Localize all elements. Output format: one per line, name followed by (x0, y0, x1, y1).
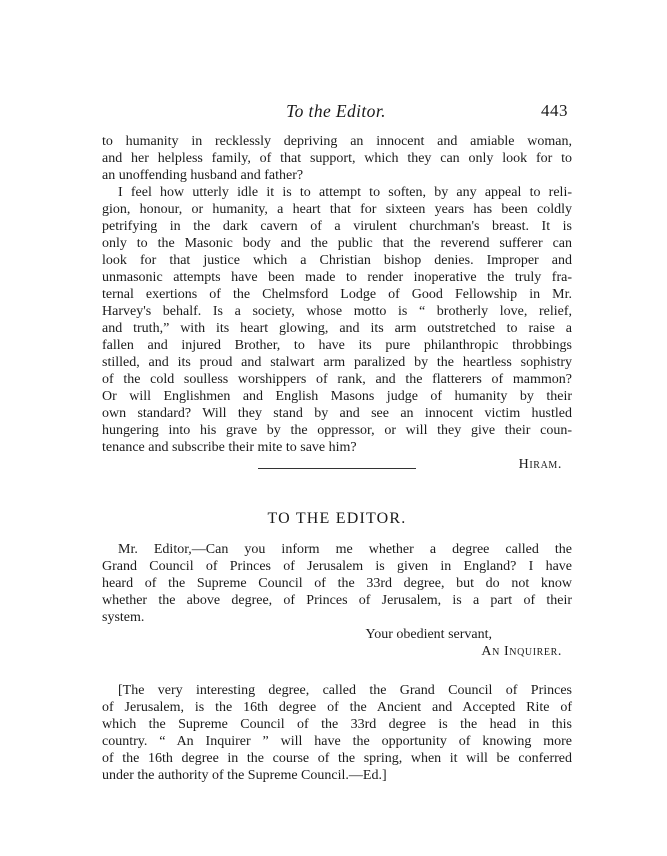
text-line: petrifying in the dark cavern of a virulent churchman's breast. It is (102, 219, 572, 234)
text-line: and her helpless family, of that support, which they can only look for to (102, 151, 572, 166)
text-line: look for that justice which a Christian bishop denies. Improper and (102, 253, 572, 268)
text-line: Grand Council of Princes of Jerusalem is given in England? I have (102, 559, 572, 574)
text-line: [The very interesting degree, called the Grand Council of Princes (118, 683, 572, 698)
text-line: tenance and subscribe their mite to save him? (102, 440, 357, 455)
signature-hiram: Hiram. (518, 457, 562, 472)
text-line: gion, honour, or humanity, a heart that for sixteen years has been coldly (102, 202, 572, 217)
section-heading: TO THE EDITOR. (267, 510, 407, 527)
text-line: country. “ An Inquirer ” will have the opportunity of knowing more (102, 734, 572, 749)
text-line: of the 16th degree in the course of the spring, when it will be conferred (102, 751, 572, 766)
text-line: unmasonic attempts have been made to render inoperative the truly fra- (102, 270, 572, 285)
text-line: hungering into his grave by the oppressor, or will they give their coun- (102, 423, 572, 438)
text-line: an unoffending husband and father? (102, 168, 304, 183)
text-line: Or will Englishmen and English Masons judge of humanity by their (102, 389, 572, 404)
text-line: which the Supreme Council of the 33rd degree is the head in this (102, 717, 572, 732)
page-number: 443 (541, 101, 568, 120)
page-header (102, 101, 570, 125)
text-line: fallen and injured Brother, to have its pure philanthropic throbbings (102, 338, 572, 353)
text-line: Mr. Editor,—Can you inform me whether a degree called the (118, 542, 572, 557)
signature-inquirer: An Inquirer. (481, 644, 562, 659)
letter-inquirer (102, 541, 572, 660)
text-line: Harvey's behalf. Is a society, whose motto is “ brotherly love, relief, (102, 304, 572, 319)
text-line: and truth,” with its heart glowing, and its arm outstretched to raise a (102, 321, 572, 336)
text-line: under the authority of the Supreme Council.—Ed.] (102, 768, 387, 783)
text-line: system. (102, 610, 145, 625)
text-line: only to the Masonic body and the public that the reverend sufferer can (102, 236, 572, 251)
text-line: heard of the Supreme Council of the 33rd degree, but do not know (102, 576, 572, 591)
text-line: ternal exertions of the Chelmsford Lodge of Good Fellowship in Mr. (102, 287, 572, 302)
section-divider (258, 468, 416, 469)
text-line: to humanity in recklessly depriving an innocent and amiable woman, (102, 134, 572, 149)
closing-salutation: Your obedient servant, (365, 627, 492, 642)
text-line: whether the above degree, of Princes of Jerusalem, is a part of their (102, 593, 572, 608)
running-title: To the Editor. (286, 101, 386, 121)
letter-hiram (102, 133, 572, 473)
text-line: stilled, and its proud and stalwart arm paralized by the heartless sophistry (102, 355, 572, 370)
text-line: own standard? Will they stand by and see an innocent victim hustled (102, 406, 572, 421)
text-line: I feel how utterly idle it is to attempt to soften, by any appeal to reli- (118, 185, 572, 200)
text-line: of Jerusalem, is the 16th degree of the Ancient and Accepted Rite of (102, 700, 572, 715)
editor-note (102, 682, 572, 784)
text-line: of the cold soulless worshippers of rank, and the flatterers of mammon? (102, 372, 572, 387)
